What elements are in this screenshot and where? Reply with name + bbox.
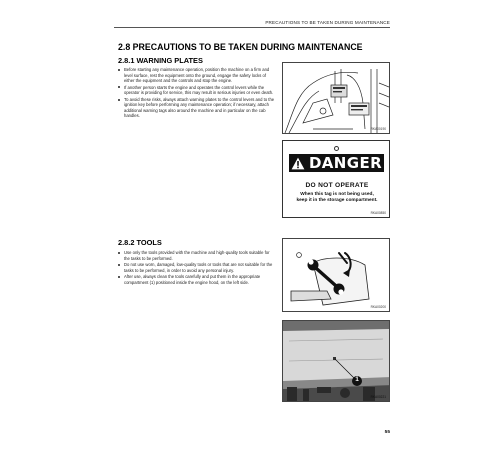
- header-rule: [114, 27, 390, 28]
- figure-code: RKA00850: [370, 211, 386, 215]
- danger-signal-word: DANGER: [308, 154, 383, 172]
- tag-hole: [334, 146, 339, 151]
- list-item: Use only the tools provided with the machine and high-quality tools suitable for the tasks to be performed.: [118, 250, 276, 261]
- bullet-dot: [118, 252, 120, 254]
- section-title: 2.8 PRECAUTIONS TO BE TAKEN DURING MAINTENANCE: [118, 42, 363, 52]
- danger-band: [289, 154, 384, 172]
- list-item: After use, always clean the tools carefully and put them in the appropriate compartment (1) positioned inside the engine hood, on the left side.: [118, 274, 276, 285]
- bullet-dot: [118, 99, 120, 101]
- cab-controls-figure: [282, 62, 390, 134]
- danger-tag: [282, 140, 390, 218]
- tool-compartment-illustration: [283, 321, 390, 402]
- figure-code: RKA00221: [370, 395, 386, 399]
- cab-controls-illustration: [283, 63, 390, 134]
- tools-illustration: [283, 239, 390, 312]
- warning-triangle-icon: [291, 157, 305, 170]
- page-number: 55: [384, 430, 390, 435]
- tag-do-not-operate: DO NOT OPERATE: [305, 182, 369, 189]
- warning-plates-list: [118, 67, 276, 120]
- tools-list: [118, 250, 276, 287]
- running-header: PRECAUTIONS TO BE TAKEN DURING MAINTENANCE: [265, 20, 390, 25]
- tag-storage-note: When this tag is not being used, keep it in the storage compartment.: [296, 192, 378, 203]
- bullet-dot: [118, 276, 120, 278]
- warning-plates-title: 2.8.1 WARNING PLATES: [118, 56, 203, 65]
- list-item: If another person starts the engine and operates the control levers while the operator is providing for service, this may result in serious injuries or even death.: [118, 85, 276, 96]
- bullet-dot: [118, 86, 120, 88]
- tools-figure: [282, 238, 390, 312]
- figure-code: RKA00200: [370, 305, 386, 309]
- bullet-dot: [118, 69, 120, 71]
- tool-compartment-photo: [282, 320, 390, 402]
- figure-code: RKA00190: [370, 127, 386, 131]
- list-item: To avoid these risks, always attach warning plates to the control levers and to the ignition key before performing any maintenance operation; if necessary, attach additional warning tags also around the machine and in particular on the cab handles.: [118, 97, 276, 119]
- list-item: Do not use worn, damaged, low-quality tools or tools that are not suitable for the tasks to be performed, in order to avoid any personal injury.: [118, 262, 276, 273]
- callout-number: 1: [355, 376, 359, 383]
- bullet-dot: [118, 264, 120, 266]
- list-item: Before starting any maintenance operation, position the machine on a firm and level surface, rest the equipment onto the ground, engage the safety locks of either the equipment and the controls and stop the engine.: [118, 67, 276, 84]
- tools-title: 2.8.2 TOOLS: [118, 238, 162, 247]
